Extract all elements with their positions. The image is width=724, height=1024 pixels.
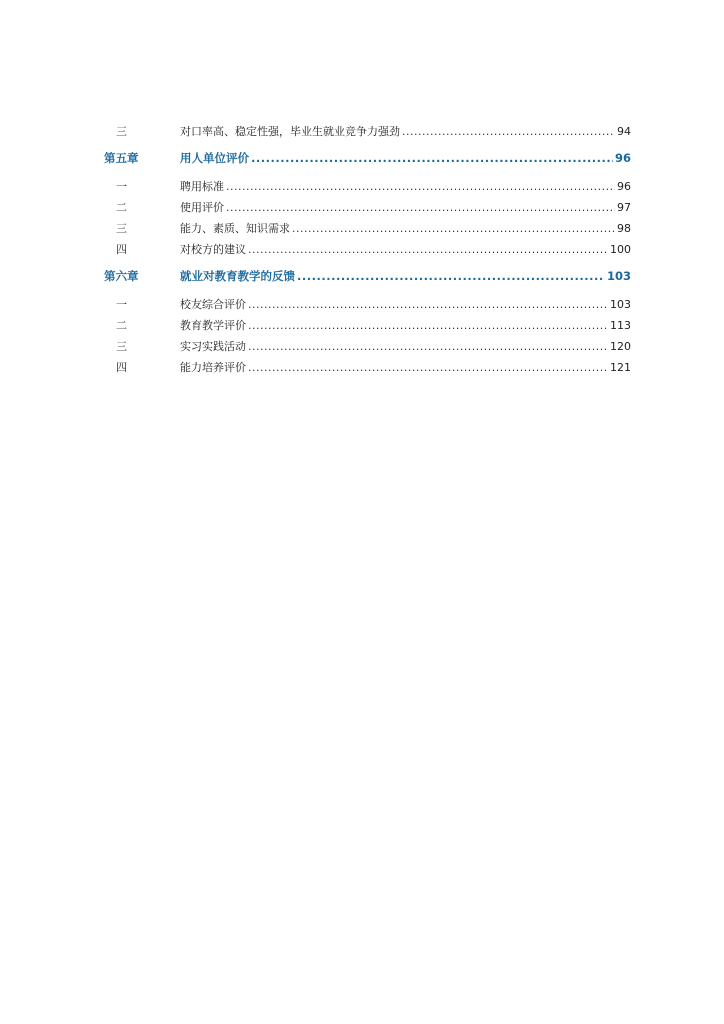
dot-leader <box>292 219 615 238</box>
dot-leader <box>226 177 615 196</box>
toc-entry-number: 三 <box>116 125 127 138</box>
toc-entry-page: 98 <box>617 222 631 235</box>
toc-entry-number: 四 <box>116 361 127 374</box>
toc-entry-number: 三 <box>116 222 127 235</box>
toc-entry-number: 四 <box>116 243 127 256</box>
toc-entry-number: 二 <box>116 319 127 332</box>
toc-entry-page: 96 <box>617 180 631 193</box>
toc-entry-title: 对口率高、稳定性强，毕业生就业竞争力强劲 <box>180 125 400 138</box>
toc-entry[interactable] <box>104 316 631 337</box>
toc-entry-title: 聘用标准 <box>180 180 224 193</box>
dot-leader <box>248 358 608 377</box>
toc-entry[interactable] <box>104 240 631 261</box>
toc-chapter-number: 第五章 <box>104 151 139 165</box>
dot-leader <box>248 295 608 314</box>
toc-entry[interactable] <box>104 358 631 379</box>
toc-entry-number: 一 <box>116 298 127 311</box>
dot-leader <box>248 316 608 335</box>
toc-entry[interactable] <box>104 337 631 358</box>
toc-entry-title: 使用评价 <box>180 201 224 214</box>
toc-chapter-page: 103 <box>606 269 631 283</box>
toc-entry[interactable] <box>104 198 631 219</box>
dot-leader <box>297 267 605 286</box>
toc-entry[interactable] <box>104 219 631 240</box>
toc-entry-title: 实习实践活动 <box>180 340 246 353</box>
toc-entry-number: 三 <box>116 340 127 353</box>
toc-entry-title: 教育教学评价 <box>180 319 246 332</box>
toc-chapter-page: 96 <box>614 151 631 165</box>
toc-chapter-title: 就业对教育教学的反馈 <box>180 269 295 283</box>
toc-entry-title: 对校方的建议 <box>180 243 246 256</box>
dot-leader <box>402 122 615 141</box>
toc-entry-page: 113 <box>610 319 631 332</box>
table-of-contents <box>104 122 631 379</box>
toc-entry[interactable] <box>104 122 631 143</box>
toc-chapter-title: 用人单位评价 <box>180 151 249 165</box>
dot-leader <box>251 149 613 168</box>
toc-chapter-number: 第六章 <box>104 269 139 283</box>
toc-entry-title: 校友综合评价 <box>180 298 246 311</box>
toc-entry-title: 能力培养评价 <box>180 361 246 374</box>
toc-chapter[interactable] <box>104 267 631 289</box>
toc-entry-title: 能力、素质、知识需求 <box>180 222 290 235</box>
toc-entry-page: 103 <box>610 298 631 311</box>
toc-entry-page: 120 <box>610 340 631 353</box>
toc-entry-number: 二 <box>116 201 127 214</box>
dot-leader <box>248 240 608 259</box>
toc-entry-page: 97 <box>617 201 631 214</box>
toc-entry-number: 一 <box>116 180 127 193</box>
toc-entry[interactable] <box>104 295 631 316</box>
toc-entry-page: 121 <box>610 361 631 374</box>
dot-leader <box>248 337 608 356</box>
toc-entry-page: 100 <box>610 243 631 256</box>
toc-chapter[interactable] <box>104 149 631 171</box>
dot-leader <box>226 198 615 217</box>
toc-entry[interactable] <box>104 177 631 198</box>
toc-entry-page: 94 <box>617 125 631 138</box>
